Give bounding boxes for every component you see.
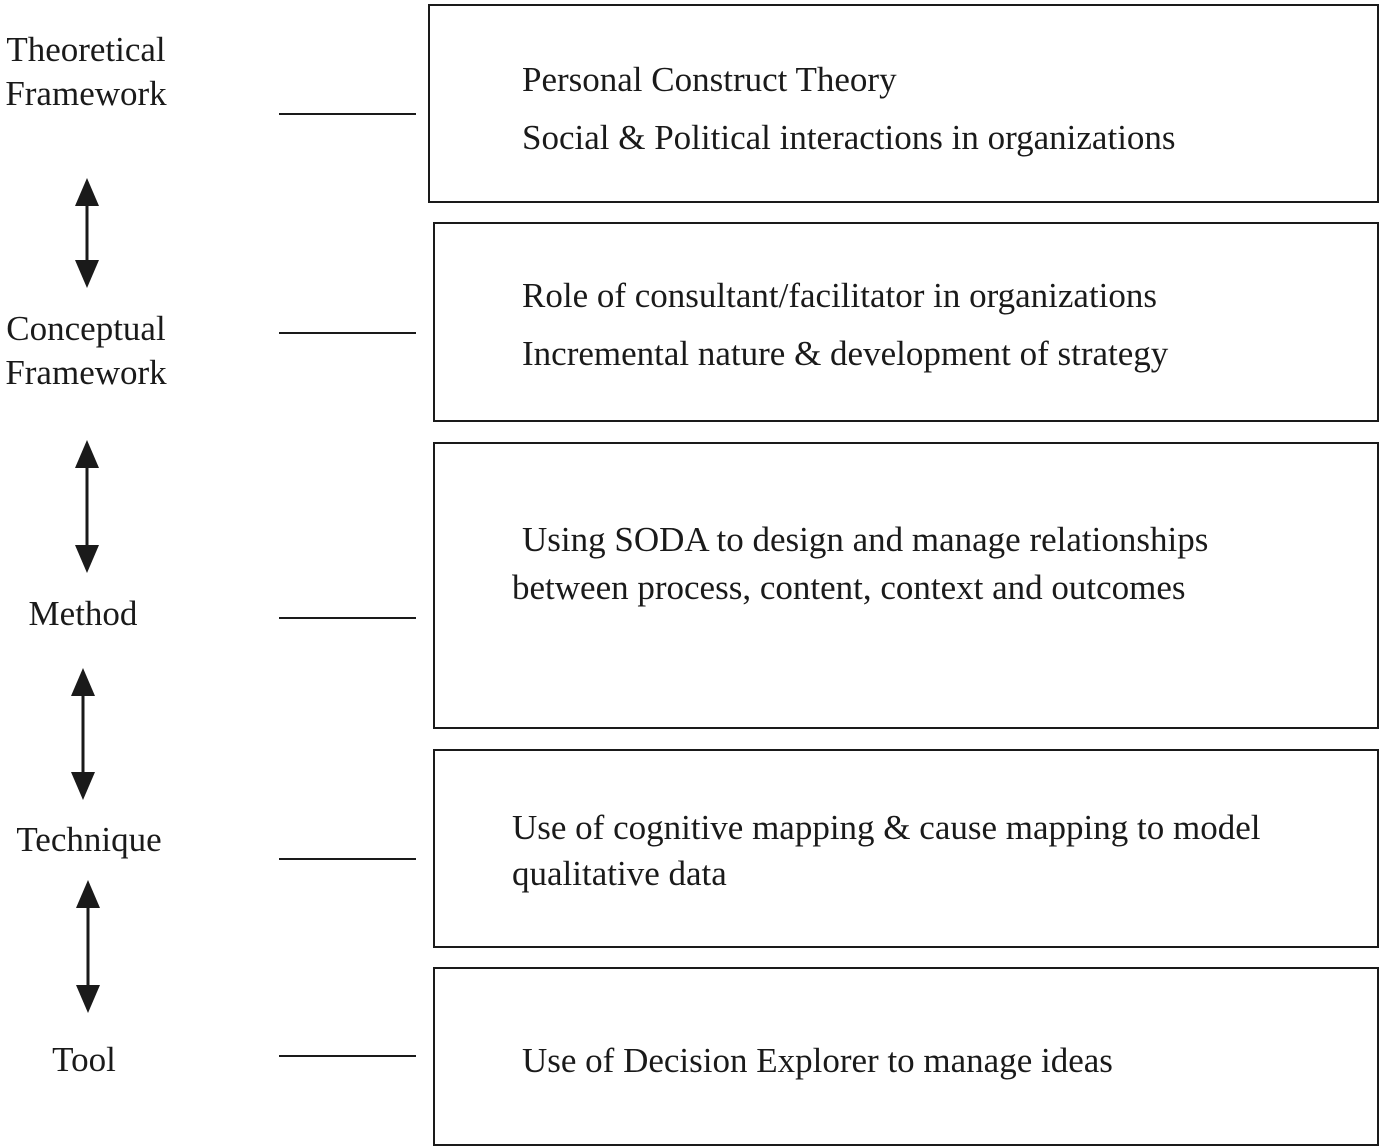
box-text-line: qualitative data bbox=[512, 854, 727, 893]
box-text-line: Use of cognitive mapping & cause mapping to model bbox=[512, 808, 1261, 847]
box-text-line: Personal Construct Theory bbox=[522, 60, 897, 99]
label-line: Method bbox=[28, 594, 138, 633]
box-text-line: Using SODA to design and manage relationships bbox=[522, 520, 1209, 559]
double-arrow-icon bbox=[75, 178, 99, 288]
box-text-line: Social & Political interactions in organizations bbox=[522, 118, 1176, 157]
double-arrow-icon bbox=[75, 440, 99, 573]
double-arrow-icon bbox=[76, 880, 100, 1013]
label-line: Tool bbox=[52, 1040, 116, 1079]
double-arrow-icon bbox=[71, 668, 95, 800]
label-line: Framework bbox=[5, 353, 167, 392]
box-text-line: Use of Decision Explorer to manage ideas bbox=[522, 1041, 1113, 1080]
label-line: Technique bbox=[16, 820, 162, 859]
box-text-line: Incremental nature & development of strategy bbox=[522, 334, 1169, 373]
box-text-line: between process, content, context and outcomes bbox=[512, 568, 1186, 607]
label-line: Theoretical bbox=[6, 30, 166, 69]
box-text-line: Role of consultant/facilitator in organizations bbox=[522, 276, 1158, 315]
label-line: Conceptual bbox=[6, 309, 166, 348]
label-line: Framework bbox=[5, 74, 167, 113]
